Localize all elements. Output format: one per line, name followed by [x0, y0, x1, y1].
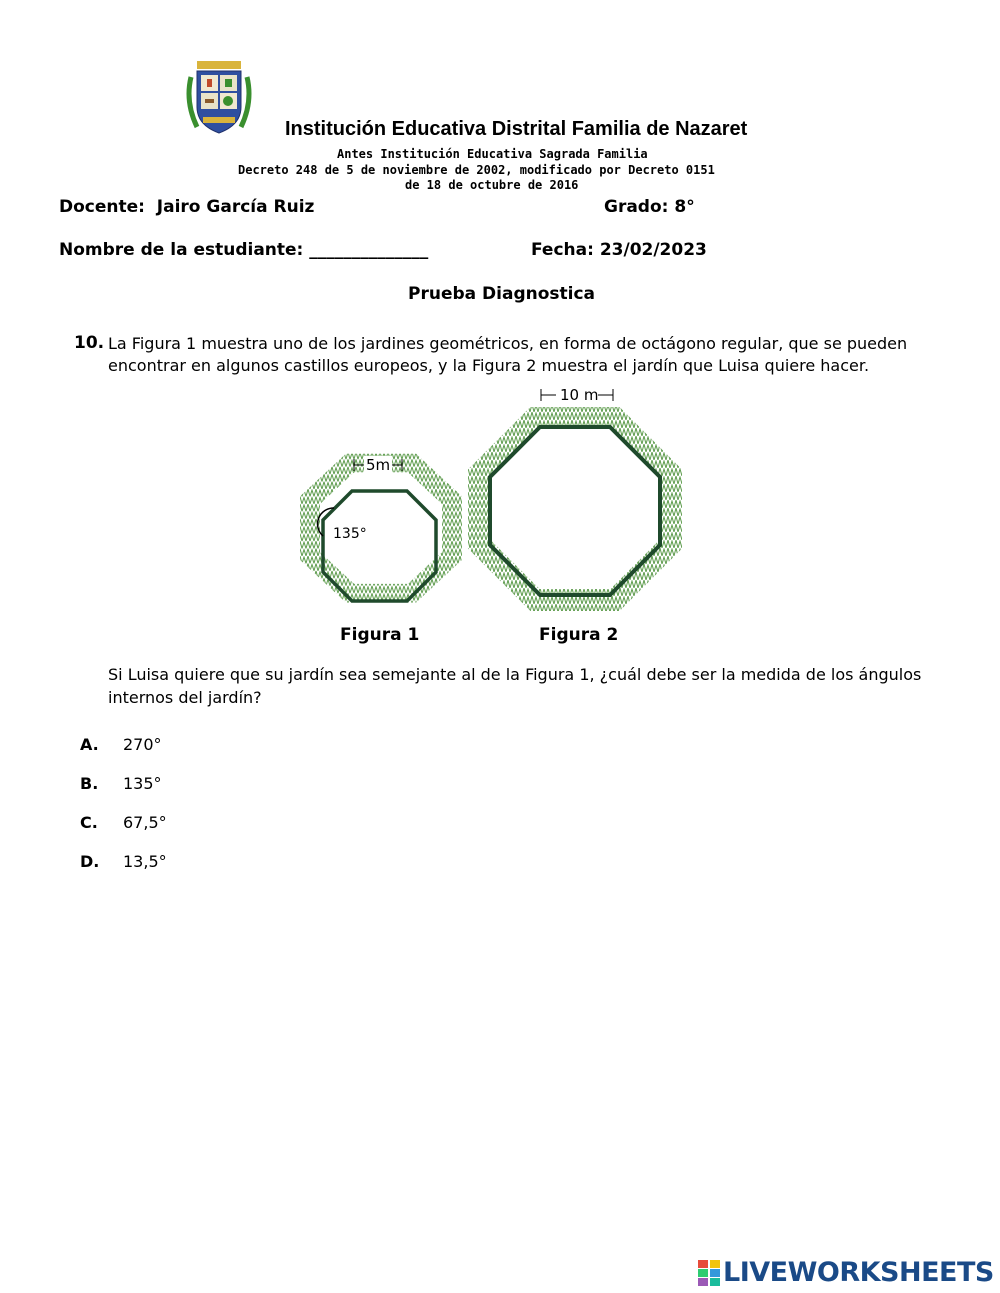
option-c[interactable]: [80, 813, 280, 835]
date-label: Fecha: 23/02/2023: [531, 240, 707, 260]
figure-1-grass: [310, 463, 452, 593]
question-number: 10.: [74, 333, 105, 353]
figure-1-caption: Figura 1: [340, 625, 420, 645]
question-prompt-line-2: internos del jardín?: [108, 688, 262, 707]
option-b[interactable]: [80, 774, 280, 796]
student-name-field[interactable]: Nombre de la estudiante: ______________: [59, 240, 429, 260]
liveworksheets-icon: [698, 1260, 720, 1286]
figure-2-octagon: [490, 427, 660, 595]
header-line-2: Decreto 248 de 5 de noviembre de 2002, modificado por Decreto 0151: [238, 163, 715, 177]
option-a-letter: A.: [80, 735, 99, 754]
liveworksheets-text: LIVEWORKSHEETS: [723, 1257, 994, 1288]
figure-2-grass: [479, 418, 671, 600]
grade-label: Grado: 8°: [604, 197, 695, 217]
figure-1-angle-label: 135°: [333, 526, 367, 542]
header-line-1: Antes Institución Educativa Sagrada Familia: [337, 147, 648, 161]
octagon-figures: [290, 380, 700, 620]
option-a-value: 270°: [123, 735, 162, 754]
figure-2-side-label: 10 m: [560, 386, 599, 404]
test-title: Prueba Diagnostica: [408, 284, 596, 304]
figure-1-side-label: 5m: [366, 456, 391, 474]
option-d[interactable]: [80, 852, 280, 874]
option-c-letter: C.: [80, 813, 98, 832]
option-c-value: 67,5°: [123, 813, 167, 832]
option-b-value: 135°: [123, 774, 162, 793]
institution-name: Institución Educativa Distrital Familia de Nazaret: [285, 118, 748, 140]
question-text-line-2: encontrar en algunos castillos europeos, y la Figura 2 muestra el jardín que Luisa quiere hacer.: [108, 356, 870, 375]
question-prompt-line-1: Si Luisa quiere que su jardín sea semejante al de la Figura 1, ¿cuál debe ser la medida de los ángulos: [108, 665, 922, 684]
figure-2-caption: Figura 2: [539, 625, 619, 645]
teacher-label: Docente: Jairo García Ruiz: [59, 197, 315, 217]
option-d-value: 13,5°: [123, 852, 167, 871]
liveworksheets-logo[interactable]: [698, 1256, 994, 1288]
question-text-line-1: La Figura 1 muestra uno de los jardines geométricos, en forma de octágono regular, que se pueden: [108, 334, 908, 353]
school-crest-logo: [183, 57, 255, 139]
option-d-letter: D.: [80, 852, 100, 871]
option-b-letter: B.: [80, 774, 99, 793]
option-a[interactable]: [80, 735, 280, 757]
header-line-3: de 18 de octubre de 2016: [405, 178, 579, 192]
